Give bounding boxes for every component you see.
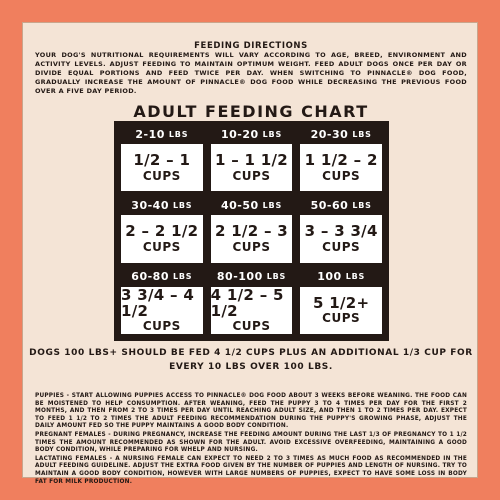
- pregnant-paragraph: [35, 432, 467, 455]
- cell-amount-box: [121, 287, 203, 334]
- range-value: 40-50: [220, 198, 259, 212]
- unit-label: LBS: [352, 129, 372, 139]
- cell-weight-range: [296, 195, 386, 215]
- cups-label: CUPS: [322, 240, 361, 255]
- range-value: 80-100: [216, 270, 263, 284]
- range-value: 50-60: [310, 198, 349, 212]
- amount-value: 3 – 3 3/4: [304, 222, 378, 241]
- chart-cell: [117, 267, 207, 338]
- cell-amount-box: [121, 215, 203, 262]
- unit-label: LBS: [266, 272, 287, 282]
- cups-label: CUPS: [232, 168, 271, 183]
- range-value: 60-80: [131, 270, 169, 284]
- unit-label: LBS: [352, 200, 372, 210]
- cell-amount-box: [121, 144, 203, 191]
- feeding-directions-title: FEEDING DIRECTIONS: [194, 41, 308, 51]
- amount-value: 3 3/4 – 4 1/2: [121, 285, 195, 320]
- amount-value: 2 1/2 – 3: [214, 222, 289, 241]
- amount-value: 1 1/2 – 2: [304, 150, 378, 169]
- cell-weight-range: [207, 267, 297, 287]
- puppies-paragraph: [35, 393, 467, 431]
- cell-weight-range: [117, 267, 207, 287]
- unit-label: LBS: [345, 272, 366, 282]
- amount-value: 1 – 1 1/2: [214, 150, 289, 169]
- cups-label: CUPS: [142, 319, 181, 334]
- unit-label: LBS: [172, 200, 193, 210]
- chart-cell: [296, 195, 386, 266]
- chart-cell: [207, 124, 297, 195]
- cell-amount-box: [300, 215, 382, 262]
- cell-weight-range: [296, 267, 386, 287]
- cups-label: CUPS: [142, 168, 181, 183]
- cups-label: CUPS: [232, 319, 271, 334]
- cell-amount-box: [300, 144, 382, 191]
- feeding-directions-intro: YOUR DOG'S NUTRITIONAL REQUIREMENTS WILL VARY ACCORDING TO AGE, BREED, ENVIRONMENT AND ACTIVITY LEVELS. ADJUST FEEDING TO MAINTAIN OPTIMUM WEIGHT. FEED ADULT DOGS ONCE PER DAY OR DIVIDE EQUAL PORTIONS AND FEED TWICE PER DAY. WHEN SWITCHING TO PINNACLE® DOG FOOD, GRADUALLY INCREASE THE AMOUNT OF PINNACLE® DOG FOOD WHILE DECREASING THE PREVIOUS FOOD OVER A FIVE DAY PERIOD.: [35, 51, 467, 95]
- cell-weight-range: [117, 195, 207, 215]
- range-value: 2-10: [135, 127, 165, 141]
- amount-value: 2 – 2 1/2: [125, 222, 199, 241]
- puppies-label: PUPPIES: [35, 393, 65, 399]
- cell-amount-box: [211, 215, 293, 262]
- feeding-chart-grid: [114, 121, 389, 341]
- cell-amount-box: [300, 287, 382, 334]
- large-dog-note: DOGS 100 LBS+ SHOULD BE FED 4 1/2 CUPS PLUS AN ADDITIONAL 1/3 CUP FOR EVERY 10 LBS OVER 100 LBS.: [29, 348, 473, 372]
- unit-label: LBS: [172, 272, 193, 282]
- range-value: 100: [317, 270, 342, 284]
- lactating-label: LACTATING FEMALES: [35, 455, 107, 462]
- range-value: 20-30: [310, 127, 349, 141]
- chart-title: ADULT FEEDING CHART: [133, 102, 369, 121]
- cups-label: CUPS: [232, 240, 271, 255]
- lactating-paragraph: [35, 456, 467, 486]
- amount-value: 4 1/2 – 5 1/2: [210, 285, 284, 320]
- cell-weight-range: [207, 195, 297, 215]
- chart-cell: [207, 195, 297, 266]
- chart-cell: [117, 195, 207, 266]
- cell-amount-box: [211, 287, 293, 334]
- cups-label: CUPS: [322, 168, 361, 183]
- range-value: 30-40: [131, 198, 169, 212]
- chart-cell: [207, 267, 297, 338]
- chart-cell: [117, 124, 207, 195]
- range-value: 10-20: [220, 127, 259, 141]
- chart-cell: [296, 124, 386, 195]
- cell-weight-range: [117, 124, 207, 144]
- cups-label: CUPS: [322, 311, 361, 326]
- cell-weight-range: [296, 124, 386, 144]
- pregnant-label: PREGNANT FEMALES: [35, 431, 106, 438]
- lactating-text: - A NURSING FEMALE CAN EXPECT TO NEED 2 TO 3 TIMES AS MUCH FOOD AS RECOMMENDED IN THE ADULT FEEDING GUIDELINE. ADJUST THE EXTRA FOOD GIVEN BY THE NUMBER OF PUPPIES AND LENGTH OF NURSING. TRY TO MAINTAIN A GOOD BODY CONDITION, HOWEVER WITH LARGE NUMBERS OF PUPPIES, EXPECT TO HAVE SOME LOSS IN BODY FAT FOR MILK PRODUCTION.: [35, 455, 467, 485]
- feeding-details: [35, 393, 467, 487]
- cell-weight-range: [207, 124, 297, 144]
- unit-label: LBS: [262, 129, 283, 139]
- cell-amount-box: [211, 144, 293, 191]
- unit-label: LBS: [262, 200, 283, 210]
- chart-cell: [296, 267, 386, 338]
- amount-value: 5 1/2+: [312, 293, 370, 312]
- puppies-text: - START ALLOWING PUPPIES ACCESS TO PINNACLE® DOG FOOD ABOUT 3 WEEKS BEFORE WEANING. THE FOOD CAN BE MOISTENED TO HELP CONSUMPTION. AFTER WEANING, FEED THE PUPPY 3 TO 4 TIMES PER DAY FOR THE FIRST 2 MONTHS, AND THEN FROM 2 TO 3 TIMES PER DAY UNTIL REACHING ADULT SIZE, AND THEN 1 TO 2 TIMES PER DAY. EXPECT TO FEED 1 1/2 TO 2 TIMES THE ADULT FEEDING RECOMMENDATION DURING THE PUPPY'S GROWING PHASE, ADJUST THE DAILY AMOUNT FED SO THE PUPPY MAINTAINS A GOOD BODY CONDITION.: [35, 393, 467, 430]
- unit-label: LBS: [168, 129, 189, 139]
- pregnant-text: - DURING PREGNANCY, INCREASE THE FEEDING AMOUNT DURING THE LAST 1/3 OF PREGNANCY TO 1 1/2 TIMES THE AMOUNT RECOMMENDED AS SHOWN FOR THE ADULT. AVOID EXCESSIVE OVERFEEDING, MAINTAINING A GOOD BODY CONDITION, WHILE PREPARING FOR WHELP AND NURSING.: [35, 431, 467, 454]
- cups-label: CUPS: [142, 240, 181, 255]
- feeding-label-panel: [22, 22, 478, 485]
- amount-value: 1/2 – 1: [133, 150, 191, 169]
